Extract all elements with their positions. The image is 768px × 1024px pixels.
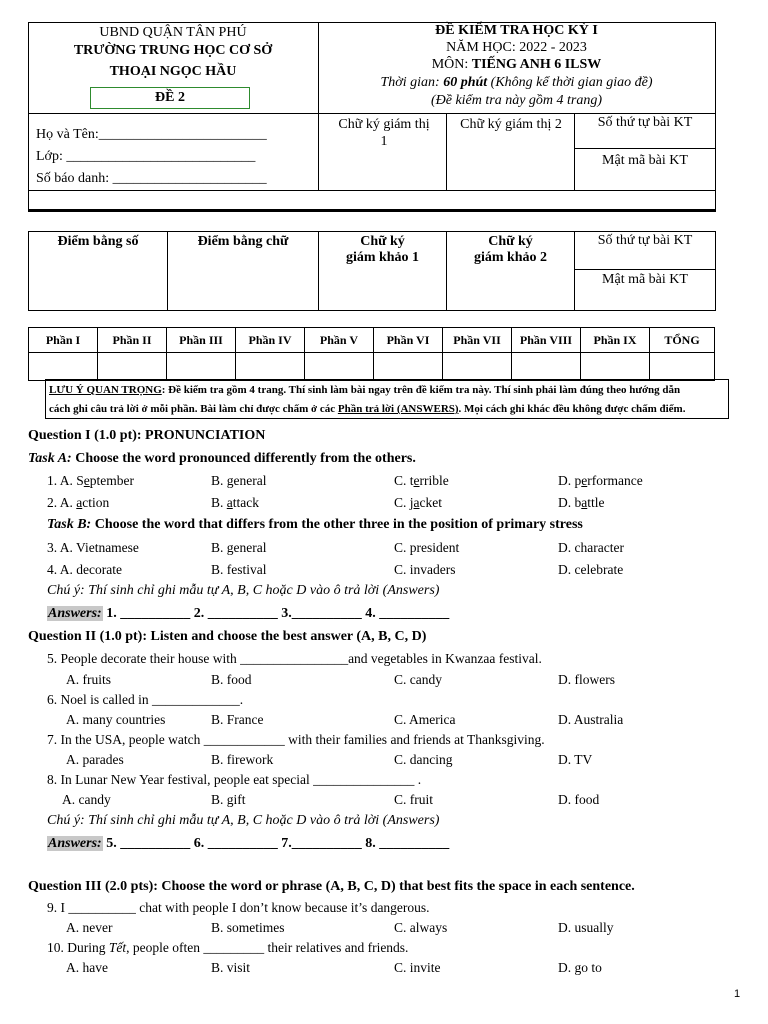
question-3-option-d[interactable]: D. character: [558, 540, 624, 555]
part-header: Phần III: [167, 328, 236, 353]
examiner-1-line2: giám khảo 1: [345, 250, 420, 265]
question-7-option-c[interactable]: C. dancing: [394, 752, 453, 767]
parts-score-row: [29, 353, 715, 381]
question-2-option-b[interactable]: [211, 495, 259, 511]
question-3-option-c[interactable]: C. president: [394, 540, 460, 555]
subject: TIẾNG ANH 6 ILSW: [471, 57, 602, 72]
score-number-label: Điểm bằng số: [57, 234, 139, 249]
time-note: (Không kể thời gian giao đề): [487, 75, 653, 90]
question-number: 2. A.: [47, 495, 77, 510]
school-name-2: THOẠI NGỌC HẦU: [109, 64, 237, 79]
page-number: 1: [734, 988, 741, 1000]
option-text: C. j: [394, 495, 414, 510]
notice-label: LƯU Ý QUAN TRỌNG: [49, 384, 162, 396]
option-text: ttle: [587, 495, 605, 510]
question-4-option-a[interactable]: 4. A. decorate: [47, 562, 122, 577]
test-number-label: Số thứ tự bài KT: [597, 115, 693, 130]
answer-blanks[interactable]: 1. __________ 2. __________ 3.__________ 4. __________: [106, 606, 450, 621]
parts-header-row: [29, 328, 715, 353]
option-text: ptember: [89, 473, 135, 488]
question-4-option-d[interactable]: D. celebrate: [558, 562, 624, 577]
question-9-option-d[interactable]: D. usually: [558, 920, 614, 935]
option-text: eneral: [233, 473, 267, 488]
question-3-option-b[interactable]: B. general: [211, 540, 267, 555]
question-9-option-c[interactable]: C. always: [394, 920, 448, 935]
answers-row-1: [47, 606, 449, 622]
underlined-letter: a: [76, 495, 83, 510]
question-6-stem: 6. Noel is called in _____________.: [47, 692, 244, 707]
option-text: D. b: [558, 495, 582, 510]
question-6-option-c[interactable]: C. America: [394, 712, 456, 727]
divider: [446, 113, 447, 190]
question-10-stem: [47, 940, 408, 956]
question-10-option-b[interactable]: B. visit: [211, 960, 251, 975]
question-number: 1. A.: [47, 473, 77, 488]
examiner-2-line1: Chữ ký: [488, 234, 533, 249]
supervisor-1-signature[interactable]: Chữ ký giám thị 1: [338, 117, 430, 149]
task-a-instruction: [28, 451, 416, 467]
part-score-cell[interactable]: [374, 353, 443, 381]
time-line: [319, 75, 714, 91]
question-6-option-b[interactable]: B. France: [211, 712, 264, 727]
pages-note: (Đề kiểm tra này gồm 4 trang): [430, 93, 603, 108]
question-9-option-a[interactable]: A. never: [66, 920, 113, 935]
divider: [28, 190, 715, 191]
task-a-text: Choose the word pronounced differently from the others.: [71, 451, 416, 466]
answers-label: Answers:: [48, 606, 102, 621]
question-10-option-a[interactable]: A. have: [66, 960, 108, 975]
student-name-field[interactable]: Họ và Tên:________________________: [36, 127, 267, 142]
task-b-text: Choose the word that differs from the other three in the position of primary stress: [91, 517, 583, 532]
question-1-option-c[interactable]: [394, 473, 449, 489]
score-words-label: Điểm bằng chữ: [197, 234, 289, 249]
question-1-title: Question I (1.0 pt): PRONUNCIATION: [28, 428, 266, 443]
question-2-option-a[interactable]: [47, 495, 109, 511]
supervisor-2-signature[interactable]: Chữ ký giám thị 2: [460, 117, 562, 132]
test-code-label: Mật mã bài KT: [602, 153, 688, 168]
question-8-option-b[interactable]: B. gift: [211, 792, 246, 807]
question-3-option-a[interactable]: 3. A. Vietnamese: [47, 540, 139, 555]
question-6-option-d[interactable]: D. Australia: [558, 712, 624, 727]
divider: [574, 269, 715, 270]
part-header: Phần I: [29, 328, 98, 353]
task-a-label: Task A:: [28, 451, 72, 466]
district-name: UBND QUẬN TÂN PHÚ: [99, 25, 247, 40]
answers-row-2: [47, 836, 449, 852]
question-5-option-d[interactable]: D. flowers: [558, 672, 615, 687]
part-header: Phần VII: [443, 328, 512, 353]
time-value: 60 phút: [443, 75, 488, 90]
option-text: C. t: [394, 473, 414, 488]
total-header: TỔNG: [650, 328, 715, 353]
underlined-letter: e: [83, 473, 90, 488]
notice-text-1: : Đề kiểm tra gồm 4 trang. Thí sinh làm bài ngay trên đề kiểm tra này. Thí sinh phải làm đúng theo hướng dẫn: [161, 384, 681, 396]
question-10-option-d[interactable]: D. go to: [558, 960, 602, 975]
thick-separator: [28, 209, 715, 212]
part-score-cell[interactable]: [443, 353, 512, 381]
part-header: Phần VI: [374, 328, 443, 353]
question-4-option-b[interactable]: B. festival: [211, 562, 267, 577]
question-8-option-d[interactable]: D. food: [558, 792, 600, 807]
examiner-1-line1: Chữ ký: [360, 234, 405, 249]
question-5-option-b[interactable]: B. food: [211, 672, 252, 687]
answer-note: Chú ý: Thí sinh chỉ ghi mẫu tự A, B, C hoặc D vào ô trả lời (Answers): [47, 583, 440, 598]
question-1-option-d[interactable]: [558, 473, 643, 489]
option-text: rrible: [419, 473, 449, 488]
important-notice: [45, 379, 729, 419]
question-5-option-c[interactable]: C. candy: [394, 672, 442, 687]
underlined-letter: e: [413, 473, 420, 488]
question-7-stem: 7. In the USA, people watch ____________ with their families and friends at Thanksgiving.: [47, 732, 545, 747]
task-b-instruction: [47, 517, 583, 533]
question-2-option-c[interactable]: [394, 495, 442, 511]
underlined-letter: g: [226, 473, 234, 488]
underlined-letter: e: [581, 473, 588, 488]
student-class-field[interactable]: Lớp: ___________________________: [36, 149, 256, 164]
school-name-1: TRƯỜNG TRUNG HỌC CƠ SỞ: [73, 43, 273, 58]
divider: [574, 148, 715, 149]
question-8-option-a[interactable]: A. candy: [62, 792, 111, 807]
option-text: B.: [211, 495, 227, 510]
part-header: Phần VIII: [512, 328, 581, 353]
question-7-option-b[interactable]: B. firework: [211, 752, 274, 767]
part-score-cell[interactable]: [29, 353, 98, 381]
option-text: S: [76, 473, 84, 488]
notice-answers-ref: Phần trả lời (ANSWERS): [337, 403, 459, 415]
question-7-option-a[interactable]: A. parades: [66, 752, 124, 767]
underlined-letter: a: [581, 495, 588, 510]
question-5-stem: 5. People decorate their house with ________________and vegetables in Kwanzaa festival.: [47, 651, 542, 666]
option-text: D. p: [558, 473, 582, 488]
question-5-option-a[interactable]: A. fruits: [66, 672, 111, 687]
question-2-title: Question II (1.0 pt): Listen and choose the best answer (A, B, C, D): [28, 629, 427, 644]
part-score-cell[interactable]: [512, 353, 581, 381]
school-year: NĂM HỌC: 2022 - 2023: [446, 40, 587, 55]
answer-note: Chú ý: Thí sinh chỉ ghi mẫu tự A, B, C hoặc D vào ô trả lời (Answers): [47, 813, 440, 828]
grading-test-code: Mật mã bài KT: [602, 272, 688, 287]
question-3-title: Question III (2.0 pts): Choose the word or phrase (A, B, C, D) that best fits the space in each sentence.: [28, 879, 635, 894]
examiner-2-line2: giám khảo 2: [473, 250, 548, 265]
question-9-option-b[interactable]: B. sometimes: [211, 920, 285, 935]
examiner-1-label: [319, 234, 446, 266]
notice-text-2: cách ghi câu trả lời ở mỗi phần. Bài làm chỉ được chấm ở các: [49, 403, 338, 415]
exam-title: ĐỀ KIỂM TRA HỌC KỲ I: [435, 23, 598, 38]
option-text: cket: [419, 495, 443, 510]
total-score-cell[interactable]: [650, 353, 715, 381]
answer-blanks[interactable]: 5. __________ 6. __________ 7.__________ 8. __________: [106, 836, 450, 851]
part-header: Phần IX: [581, 328, 650, 353]
part-score-cell[interactable]: [305, 353, 374, 381]
question-7-option-d[interactable]: D. TV: [558, 752, 593, 767]
question-2-option-d[interactable]: [558, 495, 605, 511]
part-score-cell[interactable]: [167, 353, 236, 381]
parts-score-table: [28, 327, 715, 381]
exam-code-box: [90, 87, 250, 109]
option-text: rformance: [587, 473, 643, 488]
part-header: Phần V: [305, 328, 374, 353]
divider: [28, 113, 715, 114]
question-6-option-a[interactable]: A. many countries: [66, 712, 166, 727]
part-score-cell[interactable]: [236, 353, 305, 381]
examiner-2-label: [447, 234, 574, 266]
question-9-stem: 9. I __________ chat with people I don’t know because it’s dangerous.: [47, 900, 430, 915]
question-4-option-c[interactable]: C. invaders: [394, 562, 456, 577]
student-id-field[interactable]: Số báo danh: ______________________: [36, 171, 267, 186]
question-1-option-a[interactable]: [47, 473, 134, 489]
option-text: ttack: [232, 495, 260, 510]
subject-line: [319, 57, 714, 73]
part-header: Phần IV: [236, 328, 305, 353]
underlined-letter: a: [413, 495, 420, 510]
question-10-tet: Tết: [108, 940, 127, 955]
answers-label: Answers:: [48, 836, 102, 851]
exam-code: ĐỀ 2: [155, 90, 185, 105]
part-score-cell[interactable]: [581, 353, 650, 381]
part-score-cell[interactable]: [98, 353, 167, 381]
question-8-option-c[interactable]: C. fruit: [394, 792, 433, 807]
option-text: ction: [82, 495, 110, 510]
option-text: B.: [211, 473, 227, 488]
notice-text-3: . Mọi cách ghi khác đều không được chấm điểm.: [458, 403, 686, 415]
question-10-pre: 10. During: [47, 940, 109, 955]
underlined-letter: a: [226, 495, 233, 510]
question-10-option-c[interactable]: C. invite: [394, 960, 441, 975]
question-10-post: , people often _________ their relatives and friends.: [126, 940, 409, 955]
time-label: Thời gian:: [380, 75, 444, 90]
subject-label: MÔN:: [431, 57, 472, 72]
grading-test-number: Số thứ tự bài KT: [597, 233, 693, 248]
part-header: Phần II: [98, 328, 167, 353]
task-b-label: Task B:: [47, 517, 92, 532]
question-1-option-b[interactable]: [211, 473, 267, 489]
question-8-stem: 8. In Lunar New Year festival, people eat special _______________ .: [47, 772, 422, 787]
